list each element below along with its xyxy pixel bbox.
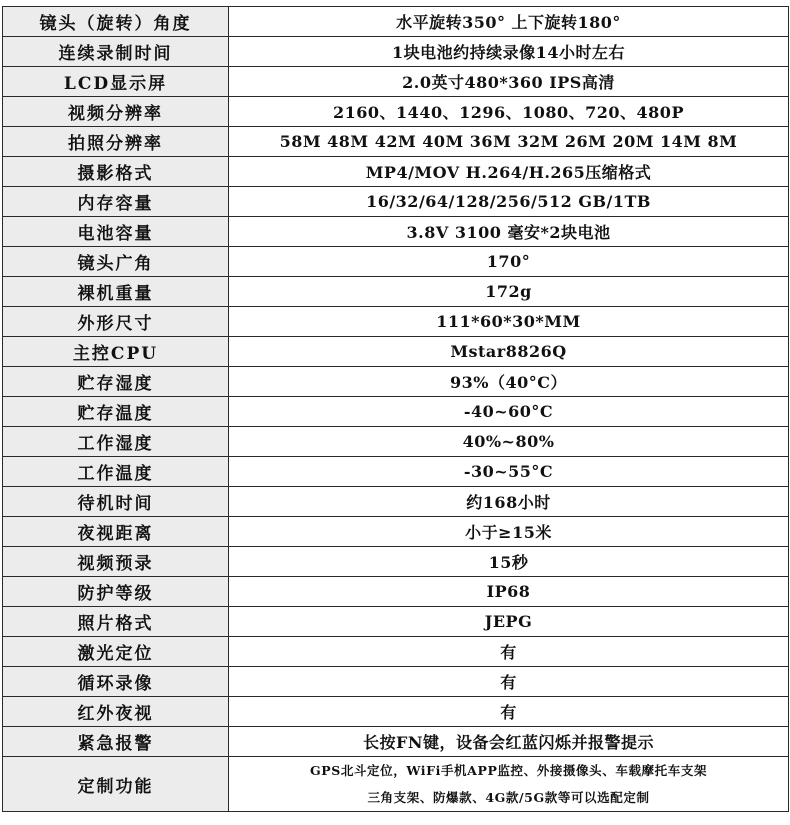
- spec-label: 视频分辨率: [3, 97, 229, 127]
- spec-value: 水平旋转350° 上下旋转180°: [229, 7, 789, 37]
- table-row: [3, 697, 789, 727]
- spec-value: 2160、1440、1296、1080、720、480P: [229, 97, 789, 127]
- spec-label: 视频预录: [3, 547, 229, 577]
- table-row: [3, 667, 789, 697]
- table-row: [3, 7, 789, 37]
- table-row: [3, 397, 789, 427]
- spec-label: 主控CPU: [3, 337, 229, 367]
- spec-label: 工作温度: [3, 457, 229, 487]
- table-row: [3, 577, 789, 607]
- spec-label: 连续录制时间: [3, 37, 229, 67]
- spec-label: 摄影格式: [3, 157, 229, 187]
- table-row: [3, 337, 789, 367]
- spec-value: 2.0英寸480*360 IPS高清: [229, 67, 789, 97]
- spec-value: 16/32/64/128/256/512 GB/1TB: [229, 187, 789, 217]
- table-row: [3, 427, 789, 457]
- custom-features-line-2: 三角支架、防爆款、4G款/5G款等可以选配定制: [367, 790, 650, 805]
- spec-value: 170°: [229, 247, 789, 277]
- table-row: [3, 157, 789, 187]
- table-row: [3, 67, 789, 97]
- spec-label: 贮存湿度: [3, 367, 229, 397]
- table-row: [3, 217, 789, 247]
- spec-value: 15秒: [229, 547, 789, 577]
- table-row: [3, 487, 789, 517]
- table-row: [3, 547, 789, 577]
- spec-value: 58M 48M 42M 40M 36M 32M 26M 20M 14M 8M: [229, 127, 789, 157]
- spec-value: 111*60*30*MM: [229, 307, 789, 337]
- spec-value: 有: [229, 697, 789, 727]
- spec-value: MP4/MOV H.264/H.265压缩格式: [229, 157, 789, 187]
- spec-value: 长按FN键，设备会红蓝闪烁并报警提示: [229, 727, 789, 757]
- spec-label: 工作湿度: [3, 427, 229, 457]
- table-row: [3, 187, 789, 217]
- table-row: [3, 727, 789, 757]
- spec-label: 照片格式: [3, 607, 229, 637]
- spec-value: 172g: [229, 277, 789, 307]
- spec-value: 有: [229, 667, 789, 697]
- spec-value: -30~55°C: [229, 457, 789, 487]
- spec-label: 拍照分辨率: [3, 127, 229, 157]
- spec-value: 3.8V 3100 毫安*2块电池: [229, 217, 789, 247]
- spec-label: 电池容量: [3, 217, 229, 247]
- spec-label: 夜视距离: [3, 517, 229, 547]
- spec-label: 待机时间: [3, 487, 229, 517]
- spec-value: 小于≥15米: [229, 517, 789, 547]
- spec-table-body: [3, 7, 789, 812]
- spec-label: 裸机重量: [3, 277, 229, 307]
- table-row: [3, 307, 789, 337]
- spec-label: 镜头（旋转）角度: [3, 7, 229, 37]
- custom-features-value: [229, 757, 789, 812]
- table-row: [3, 37, 789, 67]
- table-row: [3, 457, 789, 487]
- spec-value: 约168小时: [229, 487, 789, 517]
- table-row: [3, 247, 789, 277]
- spec-label: 红外夜视: [3, 697, 229, 727]
- spec-value: 1块电池约持续录像14小时左右: [229, 37, 789, 67]
- custom-features-line-1: GPS北斗定位，WiFi手机APP监控、外接摄像头、车载摩托车支架: [309, 763, 708, 778]
- spec-value: JEPG: [229, 607, 789, 637]
- table-row: [3, 517, 789, 547]
- spec-value: 有: [229, 637, 789, 667]
- spec-value: -40~60°C: [229, 397, 789, 427]
- spec-label: 外形尺寸: [3, 307, 229, 337]
- table-row: [3, 367, 789, 397]
- custom-features-label: 定制功能: [3, 757, 229, 812]
- spec-label: LCD显示屏: [3, 67, 229, 97]
- table-row: [3, 97, 789, 127]
- table-row: [3, 637, 789, 667]
- spec-label: 内存容量: [3, 187, 229, 217]
- spec-value: 93%（40°C）: [229, 367, 789, 397]
- spec-label: 激光定位: [3, 637, 229, 667]
- spec-table: [2, 6, 789, 812]
- spec-label: 紧急报警: [3, 727, 229, 757]
- table-row: [3, 127, 789, 157]
- table-row: [3, 277, 789, 307]
- spec-value: IP68: [229, 577, 789, 607]
- spec-value: 40%~80%: [229, 427, 789, 457]
- spec-label: 循环录像: [3, 667, 229, 697]
- table-row: [3, 607, 789, 637]
- spec-label: 贮存温度: [3, 397, 229, 427]
- custom-features-row: [3, 757, 789, 812]
- spec-label: 防护等级: [3, 577, 229, 607]
- spec-value: Mstar8826Q: [229, 337, 789, 367]
- spec-label: 镜头广角: [3, 247, 229, 277]
